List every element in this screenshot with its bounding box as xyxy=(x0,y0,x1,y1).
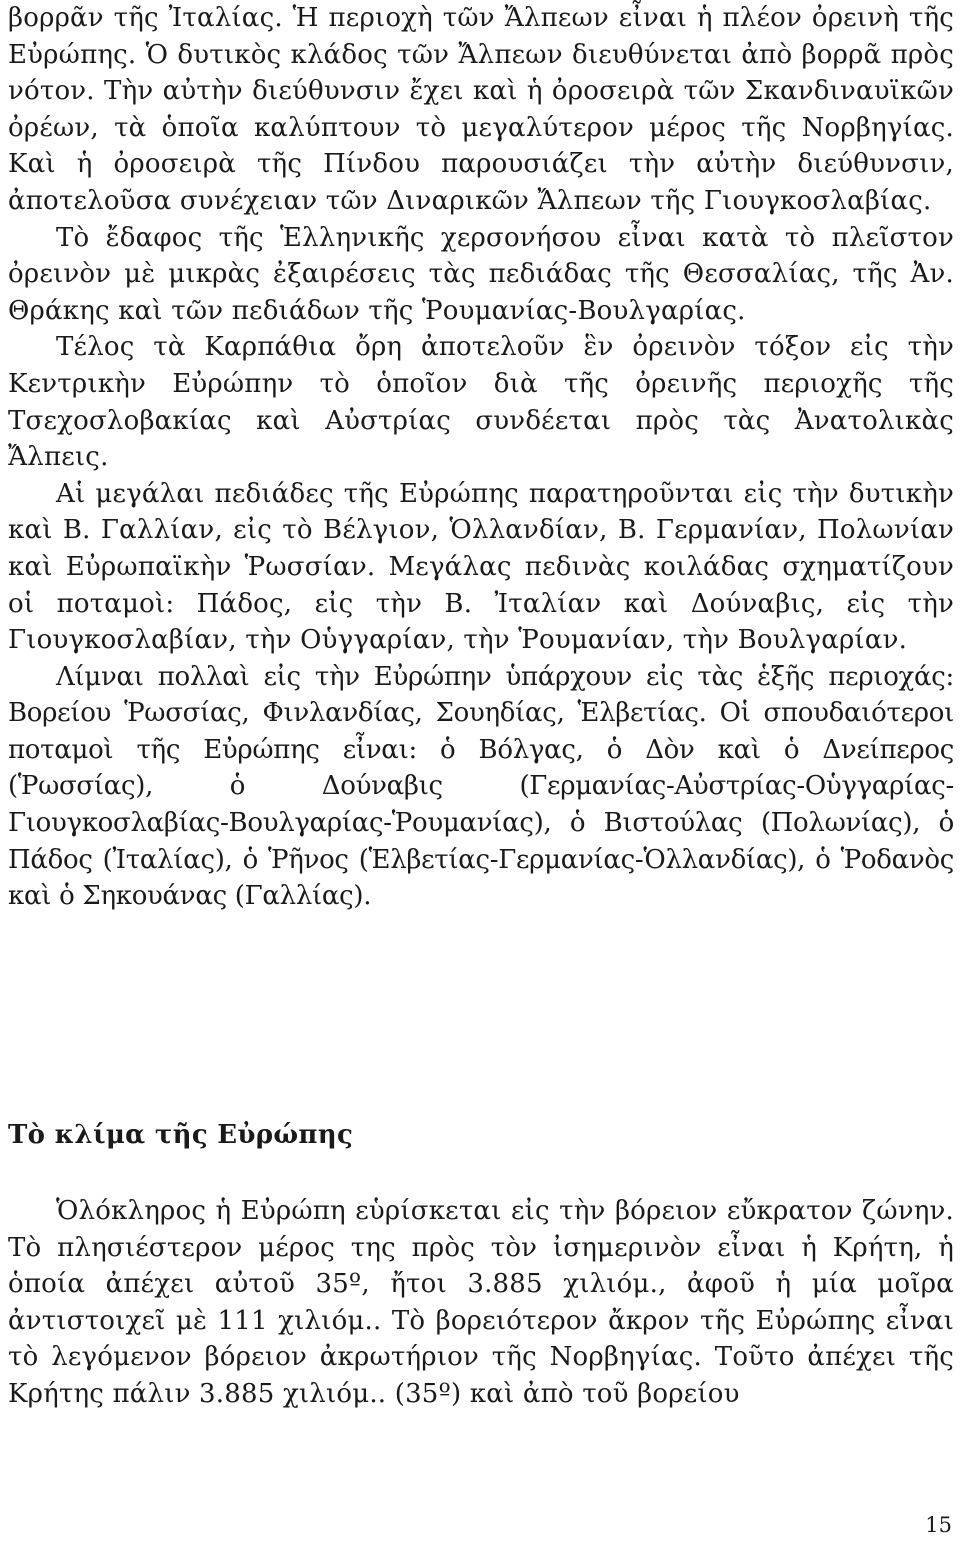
body-text-block xyxy=(8,0,954,915)
page-number: 15 xyxy=(925,1513,952,1537)
section-heading: Τὸ κλίμα τῆς Εὐρώπης xyxy=(8,1120,354,1150)
paragraph-climate: Ὁλόκληρος ἡ Εὐρώπη εὑρίσκεται εἰς τὴν βόρειον εὔκρατον ζώνην. Τὸ πλησιέστερον μέρος της πρὸς τὸν ἰσημερινὸν εἶναι ἡ Κρήτη, ἡ ὁποία ἀπέχει αὐτοῦ 35º, ἤτοι 3.885 χιλιόμ., ἀφοῦ ἡ μία μοῖρα ἀντιστοιχεῖ μὲ 111 χιλιόμ.. Τὸ βορειότερον ἄκρον τῆς Εὐρώπης εἶναι τὸ λεγόμενον βόρειον ἀκρωτήριον τῆς Νορβηγίας. Τοῦτο ἀπέχει τῆς Κρήτης πάλιν 3.885 χιλιόμ.. (35º) καὶ ἀπὸ τοῦ βορείου xyxy=(8,1196,954,1409)
climate-text-block xyxy=(8,1193,954,1413)
paragraph-greek-terrain: Τὸ ἔδαφος τῆς Ἑλληνικῆς χερσονήσου εἶναι κατὰ τὸ πλεῖστον ὀρεινὸν μὲ μικρὰς ἐξαιρέσεις τὰς πεδιάδας τῆς Θεσσαλίας, τῆς Ἀν. Θράκης καὶ τῶν πεδιάδων τῆς Ῥουμανίας-Βουλγαρίας. xyxy=(8,222,954,326)
paragraph-plains: Αἱ μεγάλαι πεδιάδες τῆς Εὐρώπης παρατηροῦνται εἰς τὴν δυτικὴν καὶ Β. Γαλλίαν, εἰς τὸ Βέλγιον, Ὁλλανδίαν, Β. Γερμανίαν, Πολωνίαν καὶ Εὐρωπαϊκὴν Ῥωσσίαν. Μεγάλας πεδινὰς κοιλάδας σχηματίζουν οἱ ποταμοὶ: Πάδος, εἰς τὴν Β. Ἰταλίαν καὶ Δούναβις, εἰς τὴν Γιουγκοσλαβίαν, τὴν Οὑγγαρίαν, τὴν Ῥουμανίαν, τὴν Βουλγαρίαν. xyxy=(8,478,954,656)
paragraph-lakes-rivers: Λίμναι πολλαὶ εἰς τὴν Εὐρώπην ὑπάρχουν εἰς τὰς ἑξῆς περιοχάς: Βορείου Ῥωσσίας, Φινλανδίας, Σουηδίας, Ἑλβετίας. Οἱ σπουδαιότεροι ποταμοὶ τῆς Εὐρώπης εἶναι: ὁ Βόλγας, ὁ Δὸν καὶ ὁ Δνείπερος (Ῥωσσίας), ὁ Δούναβις (Γερμανίας-Αὐστρίας-Οὑγγαρίας-Γιουγκοσλαβίας-Βουλγαρίας-Ῥουμανίας), ὁ Βιστούλας (Πολωνίας), ὁ Πάδος (Ἰταλίας), ὁ Ῥῆνος (Ἑλβετίας-Γερμανίας-Ὁλλανδίας), ὁ Ῥοδανὸς καὶ ὁ Σηκουάνας (Γαλλίας). xyxy=(8,661,954,912)
paragraph-carpathians: Τέλος τὰ Καρπάθια ὄρη ἀποτελοῦν ἓν ὀρεινὸν τόξον εἰς τὴν Κεντρικὴν Εὐρώπην τὸ ὁποῖον διὰ τῆς ὀρεινῆς περιοχῆς τῆς Τσεχοσλοβακίας καὶ Αὐστρίας συνδέεται πρὸς τὰς Ἀνατολικὰς Ἄλπεις. xyxy=(8,332,954,473)
paragraph-alps: βορρᾶν τῆς Ἰταλίας. Ἡ περιοχὴ τῶν Ἄλπεων εἶναι ἡ πλέον ὀρεινὴ τῆς Εὐρώπης. Ὁ δυτικὸς κλάδος τῶν Ἄλπεων διευθύνεται ἀπὸ βορρᾶ πρὸς νότον. Τὴν αὐτὴν διεύθυνσιν ἔχει καὶ ἡ ὀροσειρὰ τῶν Σκανδιναυϊκῶν ὀρέων, τὰ ὁποῖα καλύπτουν τὸ μεγαλύτερον μέρος τῆς Νορβηγίας. Καὶ ἡ ὀροσειρὰ τῆς Πίνδου παρουσιάζει τὴν αὐτὴν διεύθυνσιν, ἀποτελοῦσα συνέχειαν τῶν Διναρικῶν Ἄλπεων τῆς Γιουγκοσλαβίας. xyxy=(8,3,954,216)
